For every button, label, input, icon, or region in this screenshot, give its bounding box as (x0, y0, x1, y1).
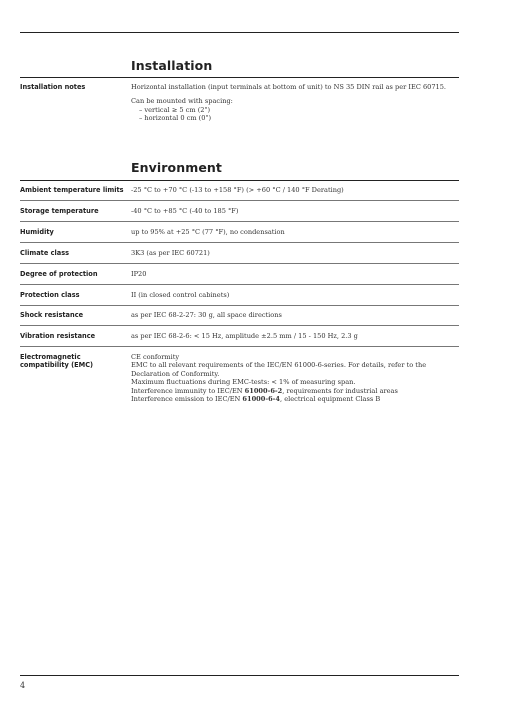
emc-line5-post: , electrical equipment Class B (280, 395, 381, 404)
page-number: 4 (20, 681, 26, 690)
env-value: up to 95% at +25 °C (77 °F), no condensation (131, 228, 285, 236)
row-divider (20, 200, 459, 201)
env-value: -25 °C to +70 °C (-13 to +158 °F) (> +60 °C / 140 °F Derating) (131, 186, 344, 194)
emc-line2: EMC to all relevant requirements of the IEC/EN 61000-6-series. For details, refer to the Declaration of Conformity. (131, 361, 427, 378)
emc-line4-standard: 61000-6-2 (244, 386, 283, 395)
row-divider (20, 242, 459, 243)
emc-value (131, 353, 459, 403)
emc-label-line2: compatibility (EMC) (20, 361, 94, 369)
installation-notes-line2: Can be mounted with spacing: (131, 97, 233, 106)
emc-label-line1: Electromagnetic (20, 353, 81, 361)
env-value: IP20 (131, 270, 147, 278)
row-divider (20, 346, 459, 347)
emc-line5-pre: Interference emission to IEC/EN (131, 395, 243, 404)
env-label: Climate class (20, 249, 70, 257)
emc-line4 (131, 387, 459, 395)
installation-notes-label: Installation notes (20, 83, 86, 91)
emc-line4-post: , requirements for industrial areas (282, 386, 398, 395)
row-divider (20, 221, 459, 222)
env-value: as per IEC 68-2-27: 30 g, all space directions (131, 311, 282, 319)
row-divider (20, 284, 459, 285)
env-value: II (in closed control cabinets) (131, 291, 230, 299)
env-label: Shock resistance (20, 311, 84, 319)
row-divider (20, 325, 459, 326)
emc-label (20, 353, 128, 369)
installation-notes-horizontal: – horizontal 0 cm (0") (139, 114, 212, 123)
installation-title: Installation (131, 58, 213, 73)
environment-rule (20, 180, 459, 181)
env-label: Humidity (20, 228, 54, 236)
installation-notes-line1: Horizontal installation (input terminals at bottom of unit) to NS 35 DIN rail as per IEC 60715. (131, 83, 447, 91)
env-label: Vibration resistance (20, 332, 96, 340)
env-value: as per IEC 68-2-6: < 15 Hz, amplitude ±2.5 mm / 15 - 150 Hz, 2.3 g (131, 332, 358, 340)
header-rule (20, 32, 459, 33)
env-label: Storage temperature (20, 207, 99, 215)
env-label: Degree of protection (20, 270, 98, 278)
emc-line1: CE conformity (131, 353, 180, 361)
footer-rule (20, 675, 459, 676)
env-label: Protection class (20, 291, 80, 299)
env-value: -40 °C to +85 °C (-40 to 185 °F) (131, 207, 239, 215)
environment-title: Environment (131, 160, 222, 175)
row-divider (20, 263, 459, 264)
env-label: Ambient temperature limits (20, 186, 124, 194)
env-value: 3K3 (as per IEC 60721) (131, 249, 210, 257)
installation-notes-vertical: – vertical ≥ 5 cm (2") (139, 105, 211, 114)
emc-line3: Maximum fluctuations during EMC-tests: < 1% of measuring span. (131, 378, 356, 387)
installation-notes-value (131, 83, 459, 123)
installation-rule (20, 77, 459, 78)
row-divider (20, 305, 459, 306)
emc-line5 (131, 395, 459, 403)
emc-line4-pre: Interference immunity to IEC/EN (131, 386, 245, 395)
emc-line5-standard: 61000-6-4 (242, 395, 281, 404)
